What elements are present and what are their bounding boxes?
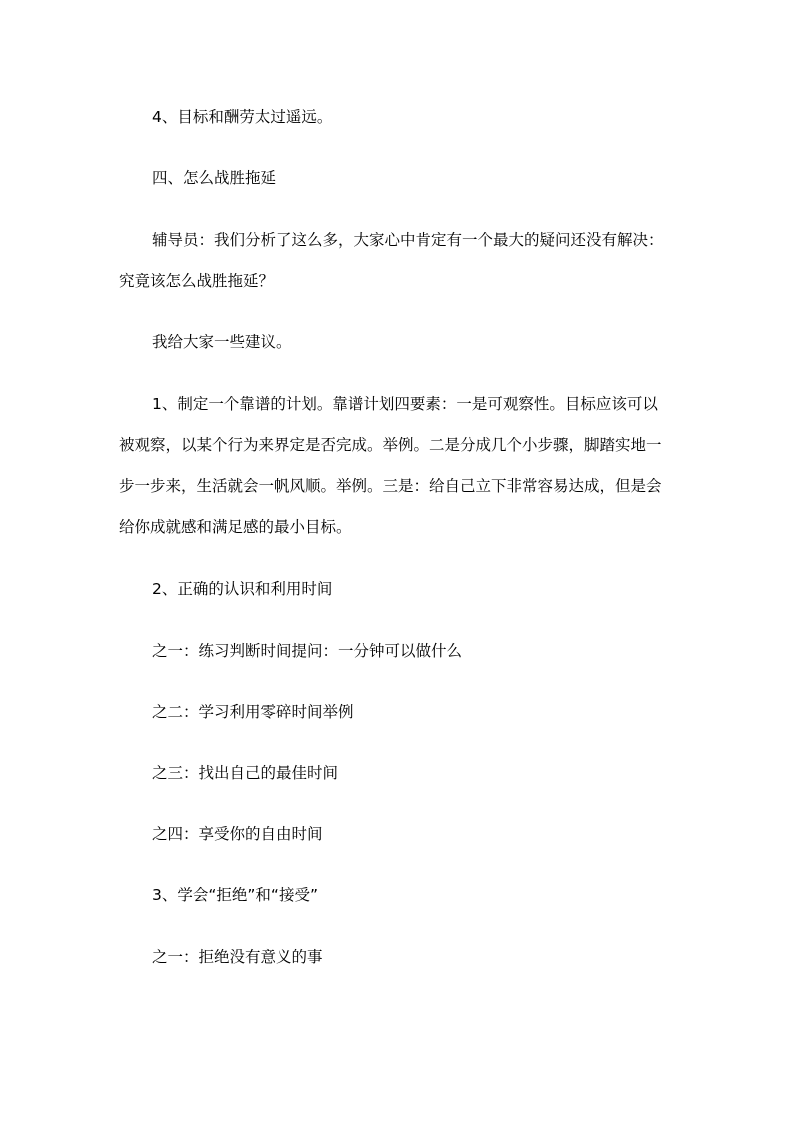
section-heading-overcome-procrastination bbox=[119, 158, 684, 199]
paragraph-suggestions-intro bbox=[119, 322, 684, 363]
text-line: 辅导员：我们分析了这么多，大家心中肯定有一个最大的疑问还没有解决： bbox=[152, 231, 664, 249]
text-line: 被观察，以某个行为来界定是否完成。举例。二是分成几个小步骤，脚踏实地一 bbox=[119, 436, 662, 454]
list-item-time-four bbox=[119, 814, 684, 855]
text-line: 四、怎么战胜拖延 bbox=[152, 169, 277, 187]
text-line: 步一步来，生活就会一帆风顺。举例。三是：给自己立下非常容易达成，但是会 bbox=[119, 477, 662, 495]
text-line: 之一：拒绝没有意义的事 bbox=[152, 948, 323, 966]
list-item-time-two bbox=[119, 692, 684, 733]
paragraph-counselor-question bbox=[119, 220, 684, 302]
paragraph-refuse-accept bbox=[119, 875, 684, 916]
paragraph-reliable-plan bbox=[119, 384, 684, 548]
text-line: 3、学会“拒绝”和“接受” bbox=[152, 886, 318, 904]
list-item-refuse-one bbox=[119, 937, 684, 978]
text-line: 给你成就感和满足感的最小目标。 bbox=[119, 518, 352, 536]
text-line: 之一：练习判断时间提问：一分钟可以做什么 bbox=[152, 642, 463, 660]
text-line: 1、制定一个靠谱的计划。靠谱计划四要素：一是可观察性。目标应该可以 bbox=[152, 395, 658, 413]
list-item-time-three bbox=[119, 753, 684, 794]
text-line: 究竟该怎么战胜拖延？ bbox=[119, 272, 275, 290]
paragraph-goal-reward-distant bbox=[119, 97, 684, 138]
text-line: 4、目标和酬劳太过遥远。 bbox=[152, 108, 333, 126]
text-line: 我给大家一些建议。 bbox=[152, 333, 292, 351]
text-line: 之四：享受你的自由时间 bbox=[152, 825, 323, 843]
text-line: 2、正确的认识和利用时间 bbox=[152, 580, 333, 598]
text-line: 之三：找出自己的最佳时间 bbox=[152, 764, 339, 782]
list-item-time-one bbox=[119, 631, 684, 672]
text-line: 之二：学习利用零碎时间举例 bbox=[152, 703, 354, 721]
paragraph-use-time bbox=[119, 569, 684, 610]
